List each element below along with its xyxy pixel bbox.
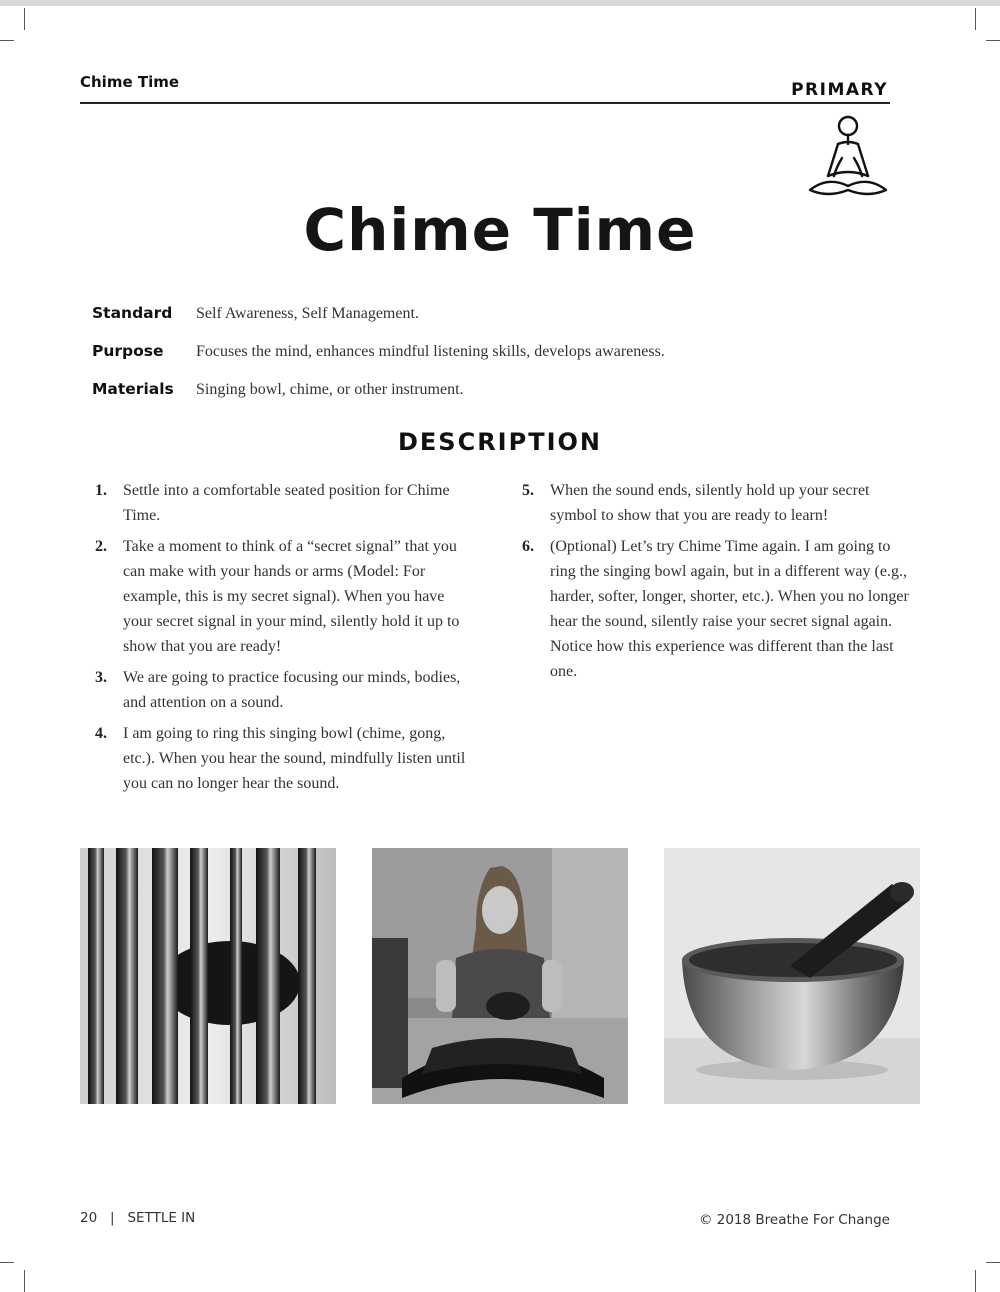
steps-list-left: [95, 478, 475, 802]
step-number: 2.: [95, 538, 107, 555]
wind-chimes-photo: [80, 848, 336, 1104]
crop-mark: [24, 1270, 25, 1292]
meditating-person-icon: [804, 114, 890, 200]
list-item: [95, 534, 475, 659]
meta-value: Self Awareness, Self Management.: [196, 305, 419, 322]
step-number: 6.: [522, 538, 534, 555]
list-item: [95, 721, 475, 796]
step-text: When the sound ends, silently hold up your secret symbol to show that you are ready to learn!: [550, 482, 870, 524]
step-number: 5.: [522, 482, 534, 499]
step-text: (Optional) Let’s try Chime Time again. I am going to ring the singing bowl again, but in a different way (e.g., harder, softer, longer, shorter, etc.). When you no longer hear the sound, silently raise your secret signal again. Notice how this experience was different than the last one.: [550, 538, 909, 680]
list-item: [522, 534, 912, 684]
description-heading: DESCRIPTION: [397, 428, 602, 456]
meta-value: Focuses the mind, enhances mindful listening skills, develops awareness.: [196, 343, 665, 360]
list-item: [522, 478, 912, 528]
crop-mark: [986, 40, 1000, 41]
singing-bowl-photo: [664, 848, 920, 1104]
meta-standard: [92, 304, 419, 323]
step-text: I am going to ring this singing bowl (chime, gong, etc.). When you hear the sound, mindfully listen until you can no longer hear the sound.: [123, 725, 466, 792]
meta-label: Materials: [92, 380, 174, 398]
step-number: 4.: [95, 725, 107, 742]
crop-mark: [24, 8, 25, 30]
meta-label: Purpose: [92, 342, 164, 360]
step-number: 1.: [95, 482, 107, 499]
list-item: [95, 665, 475, 715]
header-divider: [80, 102, 890, 104]
top-edge: [0, 0, 1000, 6]
crop-mark: [975, 8, 976, 30]
level-label: PRIMARY: [791, 80, 888, 100]
meta-materials: [92, 380, 464, 399]
crop-mark: [0, 40, 14, 41]
footer-copyright: © 2018 Breathe For Change: [698, 1212, 890, 1228]
footer-page-section: 20 | SETTLE IN: [80, 1210, 196, 1226]
step-text: Take a moment to think of a “secret signal” that you can make with your hands or arms (Model: For example, this is my secret signal). When you have your secret signal in your mind, silently hold it up to show that you are ready!: [123, 538, 460, 655]
list-item: [95, 478, 475, 528]
page-title: Chime Time: [303, 196, 697, 264]
step-text: Settle into a comfortable seated position for Chime Time.: [123, 482, 450, 524]
step-number: 3.: [95, 669, 107, 686]
woman-with-singing-bowl-photo: [372, 848, 628, 1104]
meta-value: Singing bowl, chime, or other instrument.: [196, 381, 464, 398]
crop-mark: [0, 1262, 14, 1263]
steps-list-right: [522, 478, 912, 690]
crop-mark: [975, 1270, 976, 1292]
step-text: We are going to practice focusing our minds, bodies, and attention on a sound.: [123, 669, 461, 711]
meta-purpose: [92, 342, 665, 361]
crop-mark: [986, 1262, 1000, 1263]
running-header-title: Chime Time: [80, 73, 180, 91]
meta-label: Standard: [92, 304, 173, 322]
